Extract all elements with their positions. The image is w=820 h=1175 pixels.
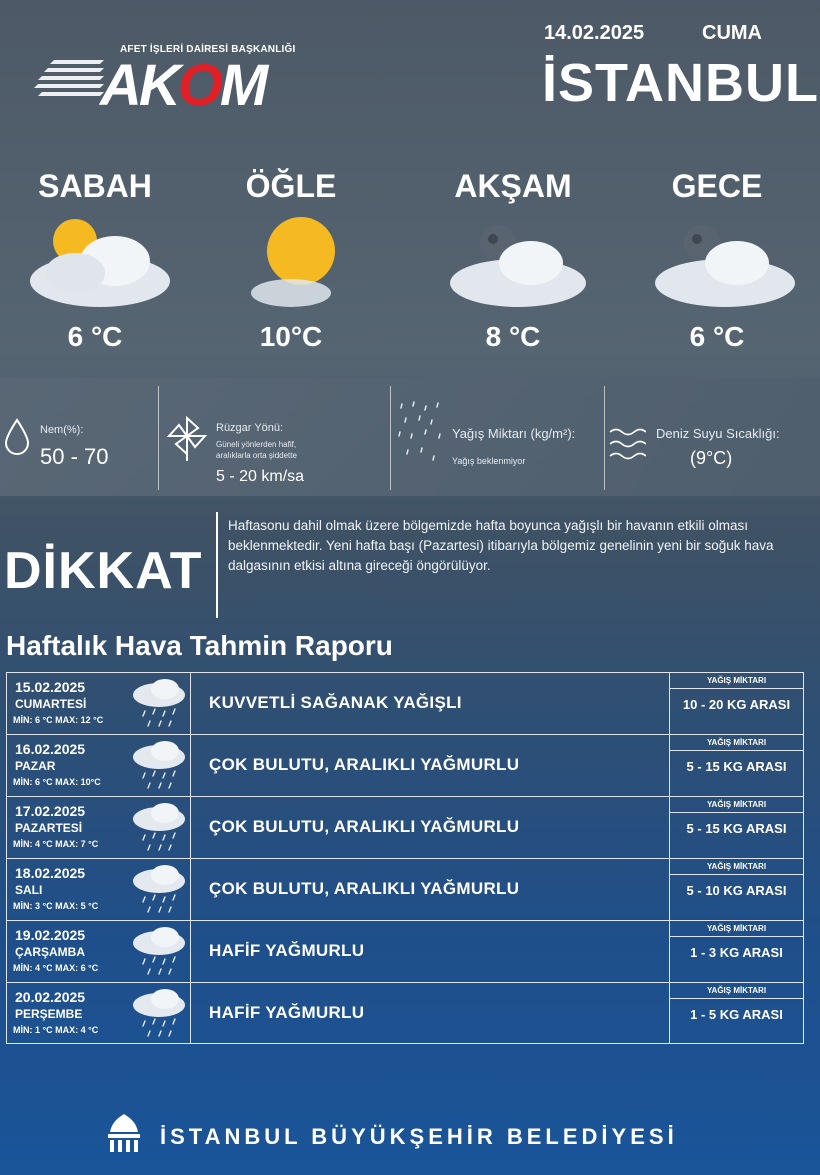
forecast-row bbox=[6, 982, 804, 1044]
rain-amount-value: 1 - 3 KG ARASI bbox=[690, 945, 783, 960]
sea-temp-value: (9°C) bbox=[690, 448, 733, 468]
forecast-rain-cell bbox=[669, 673, 803, 734]
forecast-rain-cell bbox=[669, 797, 803, 858]
forecast-description: ÇOK BULUTU, ARALIKLI YAĞMURLU bbox=[209, 817, 520, 836]
forecast-minmax: MİN: 6 °C MAX: 10°C bbox=[13, 777, 101, 787]
rain-amount-value: 1 - 5 KG ARASI bbox=[690, 1007, 783, 1022]
period-ogle bbox=[196, 168, 386, 353]
forecast-rain-cell bbox=[669, 859, 803, 920]
humidity-label: Nem(%): bbox=[40, 424, 84, 436]
rain-amount-header: YAĞIŞ MİKTARI bbox=[670, 797, 803, 813]
forecast-rain-cell bbox=[669, 735, 803, 796]
report-date: 14.02.2025 bbox=[544, 22, 645, 44]
rain-amount-header: YAĞIŞ MİKTARI bbox=[670, 673, 803, 689]
period-label: GECE bbox=[671, 168, 763, 204]
divider bbox=[604, 386, 605, 490]
forecast-minmax: MİN: 4 °C MAX: 7 °C bbox=[13, 839, 99, 849]
rain-cloud-icon bbox=[127, 677, 187, 731]
period-label: ÖĞLE bbox=[245, 168, 337, 204]
period-temp: 6 °C bbox=[67, 321, 123, 352]
wind-value: 5 - 20 km/sa bbox=[216, 468, 305, 485]
humidity-value: 50 - 70 bbox=[40, 444, 109, 469]
divider bbox=[158, 386, 159, 490]
rain-amount-value: 5 - 15 KG ARASI bbox=[686, 759, 787, 774]
rain-cloud-icon bbox=[127, 739, 187, 793]
weekly-title: Haftalık Hava Tahmin Raporu bbox=[6, 630, 393, 661]
forecast-row bbox=[6, 920, 804, 982]
partly-cloudy-sun-icon bbox=[5, 211, 185, 321]
period-gece bbox=[622, 168, 812, 353]
forecast-date-cell bbox=[7, 735, 191, 796]
divider bbox=[390, 386, 391, 490]
period-aksam bbox=[418, 168, 608, 353]
rain-amount-value: 10 - 20 KG ARASI bbox=[682, 697, 791, 712]
forecast-description: KUVVETLİ SAĞANAK YAĞIŞLI bbox=[209, 693, 462, 712]
pinwheel-wind-icon bbox=[166, 414, 208, 462]
weekly-table bbox=[6, 672, 804, 1044]
wind-desc-1: Güneli yönlerden hafif, bbox=[216, 440, 297, 449]
rain-amount-header: YAĞIŞ MİKTARI bbox=[670, 983, 803, 999]
forecast-date: 17.02.2025 bbox=[15, 803, 86, 819]
forecast-day: PAZAR bbox=[15, 759, 56, 773]
city-title: İSTANBUL bbox=[542, 53, 819, 113]
forecast-row bbox=[6, 796, 804, 858]
humidity-drop-icon bbox=[4, 418, 30, 456]
warning-text: Haftasonu dahil olmak üzere bölgemizde hafta boyunca yağışlı bir havanın etkili olması beklenmektedir. Yeni hafta başı (Pazartesi) itibarıyla bölgemiz genelinin yeni bir soğuk hava dalgasının etkisi altına gireceği öngörülüyor. bbox=[228, 518, 774, 573]
report-day: CUMA bbox=[702, 22, 762, 44]
footer-org-name: İSTANBUL BÜYÜKŞEHİR BELEDİYESİ bbox=[160, 1124, 678, 1149]
forecast-description: ÇOK BULUTU, ARALIKLI YAĞMURLU bbox=[209, 879, 520, 898]
forecast-day: ÇARŞAMBA bbox=[15, 945, 85, 959]
forecast-date: 15.02.2025 bbox=[15, 679, 86, 695]
period-temp: 10°C bbox=[259, 321, 323, 352]
forecast-rain-cell bbox=[669, 983, 803, 1043]
forecast-row bbox=[6, 734, 804, 796]
rain-cloud-icon bbox=[127, 801, 187, 855]
period-temp: 8 °C bbox=[485, 321, 541, 352]
forecast-date-cell bbox=[7, 983, 191, 1043]
cloudy-night-icon bbox=[627, 211, 807, 321]
forecast-day: PAZARTESİ bbox=[15, 821, 83, 835]
warning-bar bbox=[216, 512, 218, 618]
forecast-date: 16.02.2025 bbox=[15, 741, 86, 757]
rain-amount-header: YAĞIŞ MİKTARI bbox=[670, 859, 803, 875]
sun-cloud-icon bbox=[201, 211, 381, 321]
cloudy-night-icon bbox=[423, 211, 603, 321]
rain-amount-value: 5 - 15 KG ARASI bbox=[686, 821, 787, 836]
rain-cloud-icon bbox=[127, 987, 187, 1041]
forecast-date: 20.02.2025 bbox=[15, 989, 86, 1005]
logo-stripes-icon bbox=[34, 58, 104, 106]
sea-waves-icon bbox=[608, 424, 646, 464]
warning-title: DİKKAT bbox=[4, 542, 203, 600]
period-sabah bbox=[0, 168, 190, 353]
ibb-logo-icon bbox=[104, 1112, 144, 1156]
forecast-description: HAFİF YAĞMURLU bbox=[209, 941, 365, 960]
period-label: AKŞAM bbox=[454, 168, 572, 204]
rain-cloud-icon bbox=[127, 863, 187, 917]
forecast-minmax: MİN: 3 °C MAX: 5 °C bbox=[13, 901, 99, 911]
akom-logo: AKOM bbox=[100, 53, 266, 118]
rain-amount-header: YAĞIŞ MİKTARI bbox=[670, 735, 803, 751]
forecast-description: ÇOK BULUTU, ARALIKLI YAĞMURLU bbox=[209, 755, 520, 774]
forecast-date: 18.02.2025 bbox=[15, 865, 86, 881]
forecast-day: SALI bbox=[15, 883, 43, 897]
forecast-description: HAFİF YAĞMURLU bbox=[209, 1003, 365, 1022]
period-temp: 6 °C bbox=[689, 321, 745, 352]
period-label: SABAH bbox=[38, 168, 152, 204]
org-subtitle: AFET İŞLERİ DAİRESİ BAŞKANLIĞI bbox=[120, 44, 296, 55]
wind-desc-2: aralıklarla orta şiddette bbox=[216, 451, 297, 460]
forecast-row bbox=[6, 858, 804, 920]
forecast-rain-cell bbox=[669, 921, 803, 982]
sea-temp-label: Deniz Suyu Sıcaklığı: bbox=[656, 426, 780, 441]
forecast-minmax: MİN: 4 °C MAX: 6 °C bbox=[13, 963, 99, 973]
forecast-row bbox=[6, 672, 804, 734]
forecast-day: PERŞEMBE bbox=[15, 1007, 83, 1021]
forecast-day: CUMARTESİ bbox=[15, 697, 87, 711]
rain-label: Yağış Miktarı (kg/m²): bbox=[452, 426, 576, 441]
rain-drops-icon bbox=[396, 400, 450, 470]
forecast-date-cell bbox=[7, 921, 191, 982]
rain-amount-value: 5 - 10 KG ARASI bbox=[686, 883, 787, 898]
rain-amount-header: YAĞIŞ MİKTARI bbox=[670, 921, 803, 937]
forecast-date-cell bbox=[7, 797, 191, 858]
rain-value: Yağış beklenmiyor bbox=[452, 456, 526, 466]
forecast-minmax: MİN: 1 °C MAX: 4 °C bbox=[13, 1025, 99, 1035]
forecast-minmax: MİN: 6 °C MAX: 12 °C bbox=[13, 715, 104, 725]
forecast-date-cell bbox=[7, 673, 191, 734]
wind-label: Rüzgar Yönü: bbox=[216, 422, 284, 434]
forecast-date-cell bbox=[7, 859, 191, 920]
rain-cloud-icon bbox=[127, 925, 187, 979]
forecast-date: 19.02.2025 bbox=[15, 927, 86, 943]
